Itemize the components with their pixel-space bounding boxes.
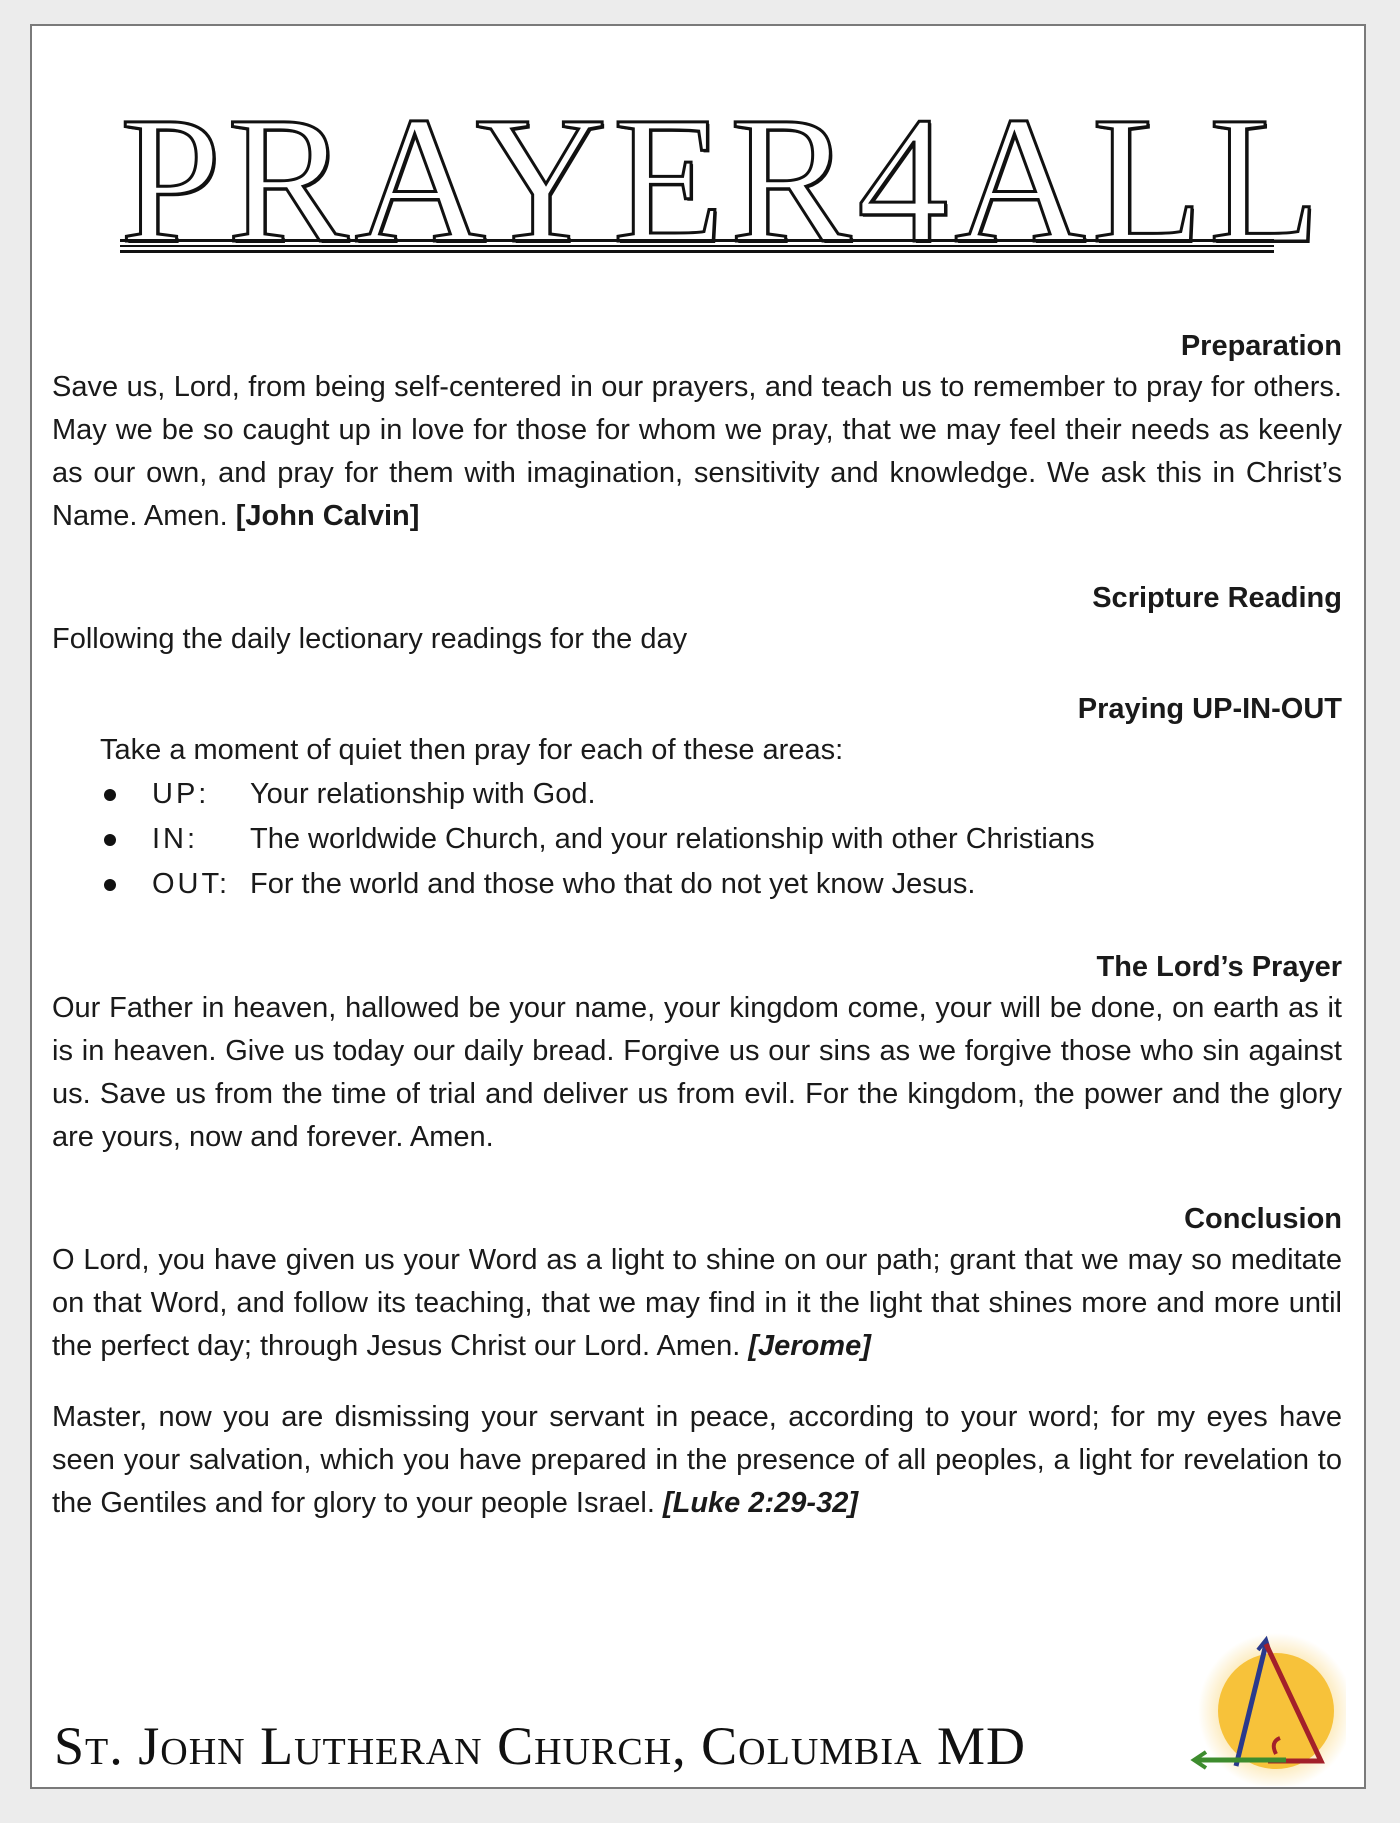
section-heading: The Lord’s Prayer (1096, 951, 1342, 983)
document-content (52, 326, 1342, 1525)
area-text: The worldwide Church, and your relationship with other Christians (250, 823, 1095, 855)
prayer-text: Master, now you are dismissing your servant in peace, according to your word; for my eyes have seen your salvation, which you have prepared in the presence of all peoples, a light for revelation to the Gentiles and for glory to your people Israel. (52, 1401, 1342, 1519)
title-underline (120, 239, 1274, 253)
church-logo-triangle-arrows-icon (1156, 1626, 1346, 1786)
document-page (30, 24, 1366, 1789)
area-key: OUT: (152, 868, 231, 900)
section-heading: Preparation (1180, 330, 1342, 362)
area-text: For the world and those who that do not yet know Jesus. (250, 868, 976, 900)
list-item (52, 817, 1342, 862)
section-heading: Scripture Reading (1092, 582, 1342, 614)
section-text (52, 366, 1342, 538)
attribution: [Luke 2:29-32] (662, 1487, 858, 1519)
area-key: IN: (152, 823, 199, 855)
praying-intro: Take a moment of quiet then pray for each of these areas: (100, 734, 844, 766)
section-text: Our Father in heaven, hallowed be your name, your kingdom come, your will be done, on earth as it is in heaven. Give us today our daily bread. Forgive us our sins as we forgive those who sin against us. Save us from the time of trial and deliver us from evil. For the kingdom, the power and the glory are yours, now and forever. Amen. (52, 992, 1342, 1153)
section-heading: Praying UP-IN-OUT (1077, 693, 1342, 725)
section-text (52, 1239, 1342, 1368)
bullet-icon (104, 834, 116, 846)
list-item (52, 772, 1342, 817)
section-preparation (52, 326, 1342, 538)
section-text (52, 1396, 1342, 1525)
section-conclusion (52, 1199, 1342, 1525)
area-text: Your relationship with God. (250, 778, 596, 810)
area-key: UP: (152, 778, 210, 810)
section-lords-prayer (52, 947, 1342, 1159)
church-name: St. John Lutheran Church, Columbia MD (54, 1716, 1027, 1776)
prayer-text: O Lord, you have given us your Word as a light to shine on our path; grant that we may so meditate on that Word, and follow its teaching, that we may find in it the light that shines more and more until the perfect day; through Jesus Christ our Lord. Amen. (52, 1244, 1342, 1362)
prayer-text: Save us, Lord, from being self-centered in our prayers, and teach us to remember to pray for others. May we be so caught up in love for those for whom we pray, that we may feel their needs as keenly as our own, and pray for them with imagination, sensitivity and knowledge. We ask this in Christ’s Name. Amen. (52, 371, 1342, 532)
bullet-icon (104, 879, 116, 891)
bullet-icon (104, 789, 116, 801)
prayer-areas-list (52, 772, 1342, 907)
attribution: [Jerome] (748, 1330, 871, 1362)
section-praying (52, 689, 1342, 907)
attribution: [John Calvin] (235, 500, 420, 532)
list-item (52, 862, 1342, 907)
section-scripture (52, 578, 1342, 661)
page-title: PRAYER4ALL (120, 80, 1327, 281)
section-heading: Conclusion (1184, 1203, 1342, 1235)
section-text: Following the daily lectionary readings for the day (52, 623, 688, 655)
